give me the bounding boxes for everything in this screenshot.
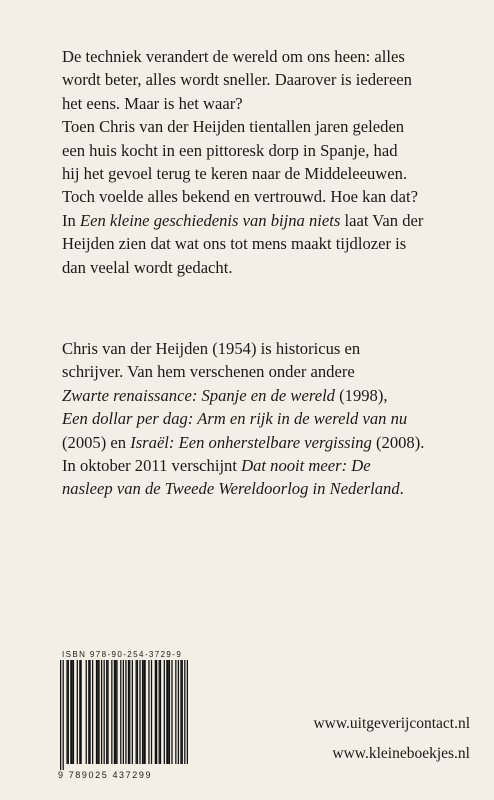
barcode-bar [63, 660, 64, 770]
barcode-bar [178, 660, 179, 764]
barcode-bar [70, 660, 71, 764]
barcode-bar [148, 660, 149, 764]
barcode-bar [128, 660, 129, 764]
book-title: Een kleine geschiedenis van bijna niets [79, 210, 341, 230]
barcode-bar [187, 660, 188, 764]
series-url[interactable]: www.kleineboekjes.nl [332, 745, 470, 762]
barcode-bar [137, 660, 138, 764]
barcode [58, 660, 188, 772]
barcode-bar [120, 660, 121, 764]
barcode-bar [169, 660, 170, 764]
text-fragment: (2005) en [62, 432, 131, 452]
text-fragment: In oktober 2011 verschijnt [62, 456, 242, 476]
barcode-bar [164, 660, 165, 764]
barcode-bar [86, 660, 87, 764]
barcode-bar [114, 660, 115, 764]
barcode-bar [155, 660, 156, 764]
book-title: Dat nooit meer: De [241, 456, 371, 476]
text-line [62, 454, 482, 477]
barcode-bar [143, 660, 144, 764]
barcode-bar [88, 660, 89, 764]
text-line: wordt beter, alles wordt sneller. Daarover is iedereen [62, 70, 412, 90]
text-line: Heijden zien dat wat ons tot mens maakt tijdlozer is [62, 234, 407, 254]
text-line [62, 431, 482, 454]
barcode-bar [168, 660, 169, 764]
text-line: Toen Chris van der Heijden tientallen jaren geleden [62, 117, 405, 137]
barcode-bars [58, 660, 188, 770]
barcode-bar [60, 660, 61, 770]
barcode-bar [79, 660, 80, 764]
book-title: Een dollar per dag: Arm en rijk in de wereld van nu [62, 409, 408, 429]
publisher-url[interactable]: www.uitgeverijcontact.nl [313, 715, 470, 732]
barcode-bar [136, 660, 137, 764]
barcode-bar [182, 660, 183, 764]
barcode-bar [125, 660, 126, 764]
book-title: nasleep van de Tweede Wereldoorlog in Nederland [62, 479, 400, 499]
text-fragment: laat Van der [340, 210, 424, 230]
text-line [62, 407, 482, 430]
barcode-bar [142, 660, 143, 764]
barcode-bar [68, 660, 69, 764]
barcode-bar [180, 660, 181, 764]
barcode-bar [123, 660, 124, 764]
barcode-bar [144, 660, 145, 764]
barcode-bar [171, 660, 172, 764]
text-line: een huis kocht in een pittoresk dorp in Spanje, had [62, 140, 398, 160]
barcode-bar [129, 660, 130, 764]
book-title: Israël: Een onherstelbare vergissing [130, 432, 372, 452]
barcode-bar [116, 660, 117, 764]
barcode-bar [175, 660, 176, 764]
barcode-bar [98, 660, 99, 764]
barcode-bar [115, 660, 116, 764]
barcode-bar [66, 660, 67, 764]
barcode-bar [97, 660, 98, 764]
barcode-bar [96, 660, 97, 764]
barcode-bar [156, 660, 157, 764]
text-line: dan veelal wordt gedacht. [62, 257, 233, 277]
book-title: Zwarte renaissance: Spanje en de wereld [62, 385, 335, 405]
text-line: Chris van der Heijden (1954) is historicus en [62, 339, 361, 358]
barcode-bar [166, 660, 167, 764]
barcode-bar [159, 660, 160, 764]
barcode-bar [107, 660, 108, 764]
text-line: hij het gevoel terug te keren naar de Middeleeuwen. [62, 164, 408, 184]
text-fragment: (2008). [371, 432, 425, 452]
barcode-bar [160, 660, 161, 764]
barcode-bar [92, 660, 93, 764]
text-fragment: . [399, 479, 404, 499]
text-fragment: (1998), [334, 385, 388, 405]
text-line [62, 384, 482, 407]
isbn-label: ISBN 978-90-254-3729-9 [62, 650, 183, 659]
barcode-bar [132, 660, 133, 764]
author-bio [62, 337, 482, 501]
text-line: schrijver. Van hem verschenen onder andere [62, 362, 355, 382]
text-line: De techniek verandert de wereld om ons heen: alles [62, 47, 405, 66]
barcode-bar [184, 660, 185, 764]
barcode-bar [104, 660, 105, 764]
book-description [62, 45, 482, 279]
barcode-bar [72, 660, 73, 764]
barcode-bar [89, 660, 90, 764]
barcode-bar [139, 660, 140, 764]
barcode-bar [73, 660, 74, 764]
text-line [62, 477, 482, 500]
barcode-bar [106, 660, 107, 764]
barcode-bar [151, 660, 152, 764]
text-line: Toch voelde alles bekend en vertrouwd. Hoe kan dat? [62, 187, 418, 207]
barcode-bar [101, 660, 102, 764]
barcode-bar [80, 660, 81, 764]
barcode-bar [77, 660, 78, 764]
text-line: het eens. Maar is het waar? [62, 93, 243, 113]
barcode-digits: 9 789025 437299 [58, 770, 153, 780]
text-line [62, 209, 482, 232]
text-fragment: In [62, 210, 80, 230]
barcode-bar [111, 660, 112, 764]
